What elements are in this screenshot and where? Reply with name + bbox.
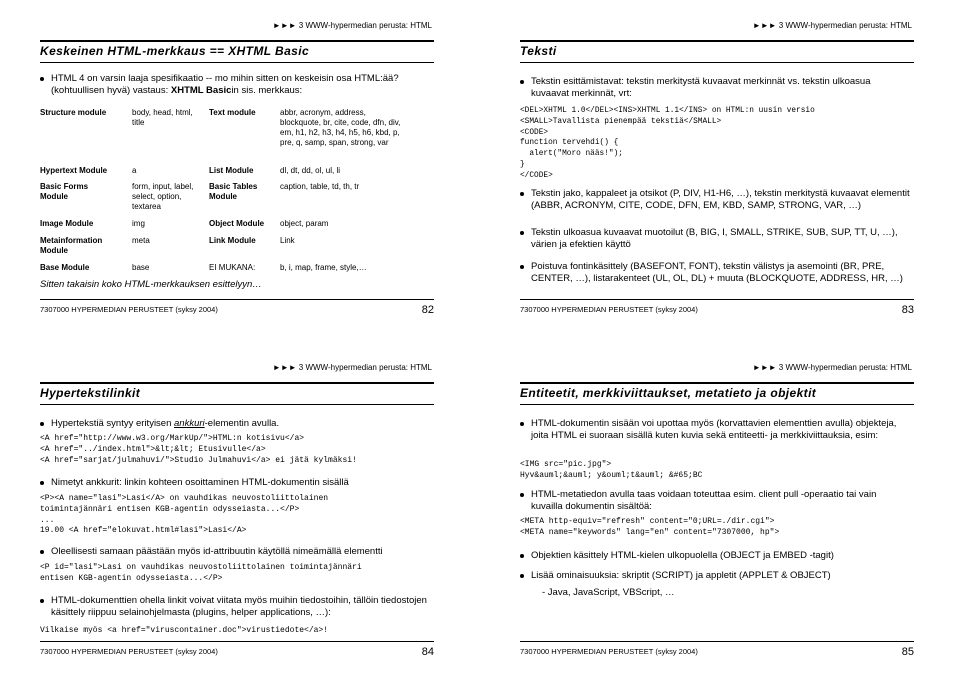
module-tags: caption, table, td, th, tr	[280, 182, 360, 191]
module-tags: body, head, html, title	[132, 108, 193, 127]
module-tags: meta	[132, 236, 150, 245]
header-divider	[520, 382, 914, 384]
module-name: Structure module	[40, 108, 107, 117]
page-number: 82	[421, 304, 434, 316]
header-divider	[40, 382, 434, 384]
footer: 7307000 HYPERMEDIAN PERUSTEET (syksy 2004)	[520, 305, 698, 314]
module-tags: object, param	[280, 219, 329, 228]
footer-divider	[520, 641, 914, 642]
bullet-anchor: Hypertekstiä syntyy erityisen ankkuri-elementin avulla.	[51, 418, 431, 430]
bullet-other-files: HTML-dokumenttien ohella linkit voivat viitata myös muihin tiedostoihin, tällöin tiedostojen käsittely riippuu selainohjelmasta (plugins, helper applications, …):	[51, 595, 431, 618]
code-id-attribute: <P id="lasi">Lasi on vauhdikas neuvostoliittolainen toimintajännäri entisen KGB-agentin odysseiasta...</P>	[40, 563, 362, 583]
slide-title: Keskeinen HTML-merkkaus == XHTML Basic	[40, 44, 310, 58]
module-name: Image Module	[40, 219, 94, 228]
module-tags: a	[132, 166, 137, 175]
bullet-text-styles: Tekstin esittämistavat: tekstin merkitystä kuvaavat merkinnät vs. tekstin ulkoasua kuvaavat merkinnät, vrt:	[531, 76, 911, 99]
slide-title: Hypertekstilinkit	[40, 386, 141, 400]
slide-85	[480, 342, 960, 684]
title-divider	[40, 404, 434, 405]
code-sample: <DEL>XHTML 1.0</DEL><INS>XHTML 1.1</INS> on HTML:n uusin versio <SMALL>Tavallista pienempää tekstiä</SMALL> <CODE> function tervehdi() { alert("Moro nääs!"); } </CODE>	[520, 107, 815, 180]
bullet-named-anchors: Nimetyt ankkurit: linkin kohteen osoittaminen HTML-dokumentin sisällä	[51, 477, 436, 489]
bullet-xhtml-basic: HTML 4 on varsin laaja spesifikaatio -- mo mihin sitten on keskeisin osa HTML:ää? (kohtuullisen hyvä) vastaus: XHTML Basicin sis. merkkaus:	[51, 73, 441, 96]
page-number: 85	[901, 646, 914, 658]
module-tags: abbr, acronym, address, blockquote, br, cite, code, dfn, div, em, h1, h2, h3, h4, h5, h6, kbd, p, pre, q, samp, span, strong, var	[280, 108, 401, 147]
module-tags: Link	[280, 236, 295, 245]
title-divider	[40, 62, 434, 63]
module-name: Base Module	[40, 263, 90, 272]
module-tags: b, i, map, frame, style,…	[280, 263, 367, 272]
slide-title: Teksti	[520, 44, 557, 58]
code-links: <A href="http://www.w3.org/MarkUp/">HTML:n kotisivu</a> <A href="../index.html">&lt;&lt; Etusivulle</a> <A href="sarjat/julmahuvi/">Studio Julmahuvi</a> ei jätä kylmäksi!	[40, 434, 357, 465]
bullet-text-division: Tekstin jako, kappaleet ja otsikot (P, DIV, H1-H6, …), tekstin merkitystä kuvaavat elementit (ABBR, ACRONYM, CITE, CODE, DFN, EM, KBD, SAMP, STRONG, VAR, …)	[531, 188, 916, 211]
code-entities: <IMG src="pic.jpg"> Hyv&auml;&auml; y&ouml;t&auml; &#65;BC	[520, 460, 703, 480]
slide-header: ►►► 3 WWW-hypermedian perusta: HTML	[272, 363, 432, 372]
closing-note: Sitten takaisin koko HTML-merkkauksen esittelyyn…	[40, 279, 262, 290]
bullet-id-attribute: Oleellisesti samaan päästään myös id-attribuutin käytöllä nimeämällä elementti	[51, 546, 436, 558]
code-named-anchors: <P><A name="lasi">Lasi</A> on vauhdikas neuvostoliittolainen toimintajännäri entisen KGB-agentin odysseiasta...</P> ... 19.00 <A href="elokuvat.html#lasi">Lasi</A>	[40, 494, 329, 536]
module-tags: dl, dt, dd, ol, ul, li	[280, 166, 341, 175]
bullet-deprecated: Poistuva fontinkäsittely (BASEFONT, FONT), tekstin välistys ja asemointi (BR, PRE, CENTER, …), listarakenteet (UL, OL, DL) + muuta (BLOCKQUOTE, ADDRESS, HR, …)	[531, 261, 916, 284]
bullet-scripts: Lisää ominaisuuksia: skriptit (SCRIPT) ja appletit (APPLET & OBJECT)	[531, 570, 911, 582]
footer-divider	[40, 641, 434, 642]
title-divider	[520, 404, 914, 405]
footer: 7307000 HYPERMEDIAN PERUSTEET (syksy 2004)	[40, 647, 218, 656]
module-name: Basic Forms Module	[40, 182, 89, 201]
module-name: Text module	[209, 108, 256, 117]
module-tags: base	[132, 263, 150, 272]
slide-header: ►►► 3 WWW-hypermedian perusta: HTML	[752, 363, 912, 372]
module-name: List Module	[209, 166, 254, 175]
sub-item-languages: - Java, JavaScript, VBScript, …	[542, 587, 675, 598]
title-divider	[520, 62, 914, 63]
page-number: 83	[901, 304, 914, 316]
bullet-objects: Objektien käsittely HTML-kielen ulkopuolella (OBJECT ja EMBED -tagit)	[531, 550, 911, 562]
code-virus-link: Vilkaise myös <a href="viruscontainer.doc">virustiedote</a>!	[40, 626, 329, 635]
slide-82	[0, 0, 480, 342]
module-name: Link Module	[209, 236, 256, 245]
module-tags: form, input, label, select, option, textarea	[132, 182, 194, 211]
header-divider	[40, 40, 434, 42]
excluded-label: EI MUKANA:	[209, 263, 256, 272]
module-name: Hypertext Module	[40, 166, 108, 175]
bullet-metadata: HTML-metatiedon avulla taas voidaan toteuttaa esim. client pull -operaatio tai vain kuvailla dokumentin sisältöä:	[531, 489, 901, 512]
slide-84	[0, 342, 480, 684]
header-divider	[520, 40, 914, 42]
slide-83	[480, 0, 960, 342]
module-name: Object Module	[209, 219, 265, 228]
footer: 7307000 HYPERMEDIAN PERUSTEET (syksy 2004)	[40, 305, 218, 314]
module-name: Basic Tables Module	[209, 182, 258, 201]
slide-header: ►►► 3 WWW-hypermedian perusta: HTML	[752, 21, 912, 30]
slide-title: Entiteetit, merkkiviittaukset, metatieto ja objektit	[520, 386, 817, 400]
footer-divider	[520, 299, 914, 300]
page-number: 84	[421, 646, 434, 658]
bullet-formatting: Tekstin ulkoasua kuvaavat muotoilut (B, BIG, I, SMALL, STRIKE, SUB, SUP, TT, U, …), värien ja efektien käyttö	[531, 227, 916, 250]
module-tags: img	[132, 219, 145, 228]
footer-divider	[40, 299, 434, 300]
footer: 7307000 HYPERMEDIAN PERUSTEET (syksy 2004)	[520, 647, 698, 656]
module-name: Metainformation Module	[40, 236, 103, 255]
code-meta: <META http-equiv="refresh" content="0;URL=./dir.cgi"> <META name="keywords" lang="en" content="7307000, hp">	[520, 517, 780, 537]
slide-header: ►►► 3 WWW-hypermedian perusta: HTML	[272, 21, 432, 30]
bullet-embedded-objects: HTML-dokumentin sisään voi upottaa myös (korvattavien elementtien avulla) objekteja, joita HTML ei suoraan sisällä kuten kuvia sekä entiteetti- ja merkkiviittauksia, esim:	[531, 418, 901, 441]
